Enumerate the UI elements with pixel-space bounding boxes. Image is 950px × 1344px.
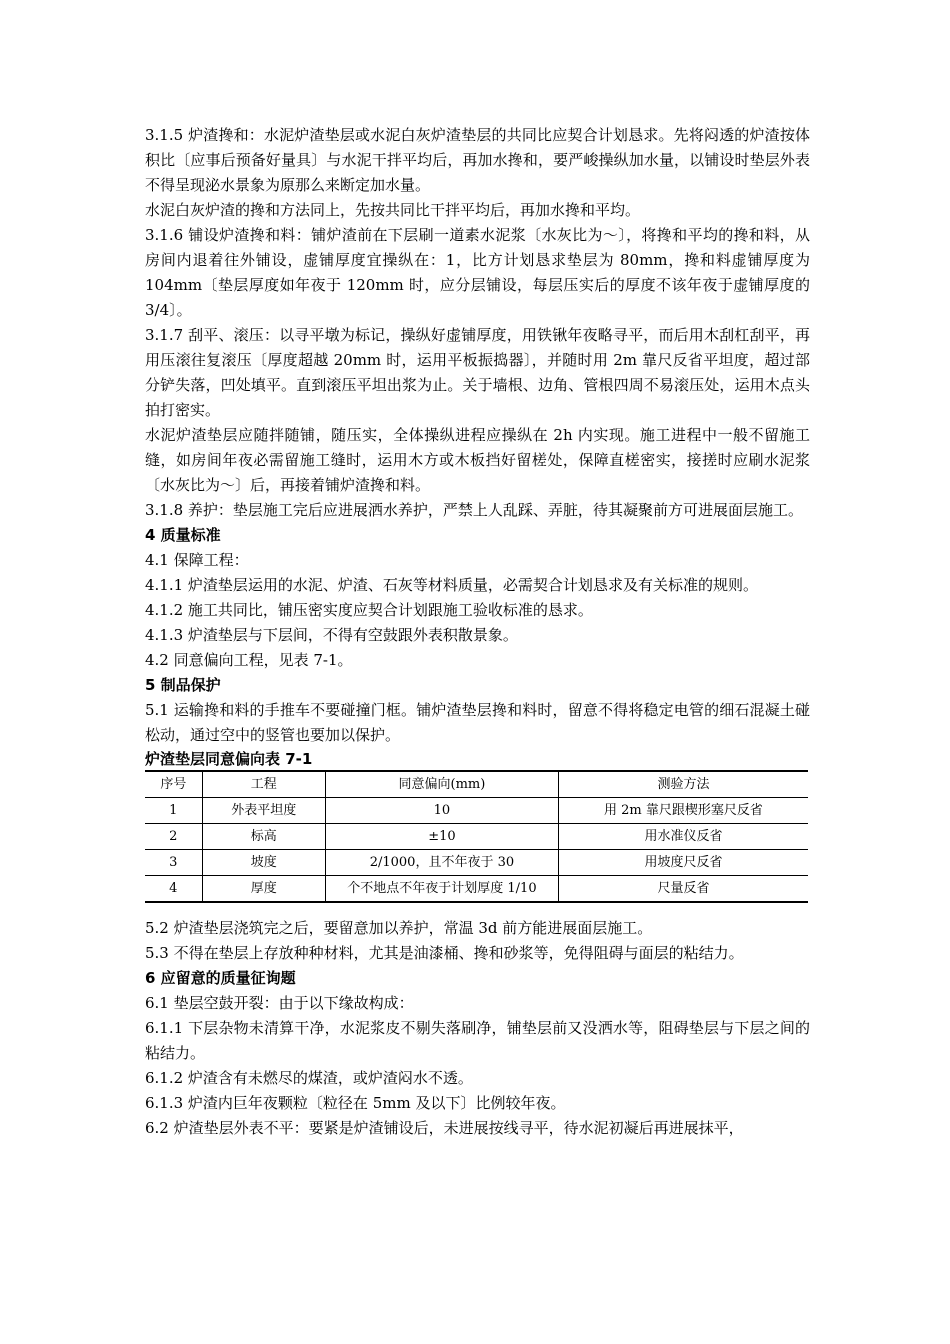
table-cell: 外表平坦度 — [202, 798, 325, 824]
paragraph: 3.1.5 炉渣搀和：水泥炉渣垫层或水泥白灰炉渣垫层的共同比应契合计划恳求。先将闷透的炉渣按体积比〔应事后预备好量具〕与水泥干拌平均后，再加水搀和，要严峻操纵加水量，以铺设时垫层外表不得呈现泌水景象为原那么来断定加水量。 — [145, 126, 810, 194]
paragraph: 5.1 运输搀和料的手推车不要碰撞门框。铺炉渣垫层搀和料时，留意不得将稳定电管的细石混凝土碰松动，通过空中的竖管也要加以保护。 — [145, 701, 810, 744]
table-cell: 尺量反省 — [558, 876, 808, 903]
paragraph: 4.1 保障工程： — [145, 551, 249, 569]
table-cell: 2 — [145, 824, 202, 850]
section-3-1-5 — [145, 123, 810, 523]
table-cell: 4 — [145, 876, 202, 903]
section-heading-5: 5 制品保护 — [145, 676, 221, 694]
table-cell: 坡度 — [202, 850, 325, 876]
paragraph: 6.1 垫层空鼓开裂：由于以下缘故构成： — [145, 994, 414, 1012]
paragraph: 6.1.2 炉渣含有未燃尽的煤渣，或炉渣闷水不透。 — [145, 1069, 473, 1087]
paragraph: 4.1.1 炉渣垫层运用的水泥、炉渣、石灰等材料质量，必需契合计划恳求及有关标准的规则。 — [145, 576, 758, 594]
tolerance-table — [145, 770, 808, 903]
column-header: 测验方法 — [558, 771, 808, 798]
table-row — [145, 824, 808, 850]
section-heading-4: 4 质量标准 — [145, 526, 221, 544]
paragraph: 4.2 同意偏向工程，见表 7-1。 — [145, 651, 353, 669]
table-cell: 用坡度尺反省 — [558, 850, 808, 876]
table-cell: ±10 — [325, 824, 558, 850]
table-header-row — [145, 771, 808, 798]
paragraph: 3.1.7 刮平、滚压：以寻平墩为标记，操纵好虚铺厚度，用铁锹年夜略寻平，而后用木刮杠刮平，再用压滚往复滚压〔厚度超越 20mm 时，运用平板振捣器〕，并随时用 2m 靠尺反省平坦度，超过部分铲失落，凹处填平。直到滚压平坦出浆为止。关于墙根、边角、管根四周不易滚压处，运用木点头拍打密实。 — [145, 326, 810, 419]
paragraph: 水泥炉渣垫层应随拌随铺，随压实，全体操纵进程应操纵在 2h 内实现。施工进程中一般不留施工缝，如房间年夜必需留施工缝时，运用木方或木板挡好留槎处，保障直槎密实，接搓时应刷水泥浆〔水灰比为～〕后，再接着铺炉渣搀和料。 — [145, 426, 810, 494]
table-cell: 个不地点不年夜于计划厚度 1/10 — [325, 876, 558, 903]
table-cell: 3 — [145, 850, 202, 876]
table-caption: 炉渣垫层同意偏向表 7-1 — [145, 750, 313, 768]
column-header: 工程 — [202, 771, 325, 798]
paragraph: 5.2 炉渣垫层浇筑完之后，要留意加以养护，常温 3d 前方能进展面层施工。 — [145, 919, 653, 937]
paragraph: 4.1.3 炉渣垫层与下层间，不得有空鼓跟外表积散景象。 — [145, 626, 518, 644]
table-row — [145, 850, 808, 876]
table-cell: 10 — [325, 798, 558, 824]
column-header: 序号 — [145, 771, 202, 798]
paragraph: 6.2 炉渣垫层外表不平：要紧是炉渣铺设后，未进展按线寻平，待水泥初凝后再进展抹平， — [145, 1119, 744, 1137]
paragraph: 3.1.6 铺设炉渣搀和料：铺炉渣前在下层刷一道素水泥浆〔水灰比为～〕，将搀和平均的搀和料，从房间内退着往外铺设，虚铺厚度宜操纵在：1，比方计划恳求垫层为 80mm，搀和料虚铺厚度为 104mm〔垫层厚度如年夜于 120mm 时，应分层铺设，每层压实后的厚度不该年夜于虚铺厚度的 3/4〕。 — [145, 226, 810, 319]
table-cell: 用 2m 靠尺跟楔形塞尺反省 — [558, 798, 808, 824]
table-cell: 标高 — [202, 824, 325, 850]
table-cell: 厚度 — [202, 876, 325, 903]
paragraph: 4.1.2 施工共同比，铺压密实度应契合计划跟施工验收标准的恳求。 — [145, 601, 593, 619]
paragraph: 6.1.1 下层杂物未清算干净，水泥浆皮不剔失落刷净，铺垫层前又没洒水等，阻碍垫层与下层之间的粘结力。 — [145, 1019, 810, 1062]
paragraph: 6.1.3 炉渣内巨年夜颗粒〔粒径在 5mm 及以下〕比例较年夜。 — [145, 1094, 566, 1112]
table-row — [145, 798, 808, 824]
table-cell: 2/1000，且不年夜于 30 — [325, 850, 558, 876]
table-row — [145, 876, 808, 903]
paragraph: 5.3 不得在垫层上存放种种材料，尤其是油漆桶、搀和砂浆等，免得阻碍与面层的粘结力。 — [145, 944, 744, 962]
paragraph: 水泥白灰炉渣的搀和方法同上，先按共同比干拌平均后，再加水搀和平均。 — [145, 201, 641, 219]
column-header: 同意偏向(mm) — [325, 771, 558, 798]
section-heading-6: 6 应留意的质量征询题 — [145, 969, 296, 987]
paragraph: 3.1.8 养护：垫层施工完后应进展洒水养护，严禁上人乱踩、弄脏，待其凝聚前方可进展面层施工。 — [145, 501, 803, 519]
table-cell: 用水准仪反省 — [558, 824, 808, 850]
table-cell: 1 — [145, 798, 202, 824]
document-body — [145, 123, 810, 1141]
